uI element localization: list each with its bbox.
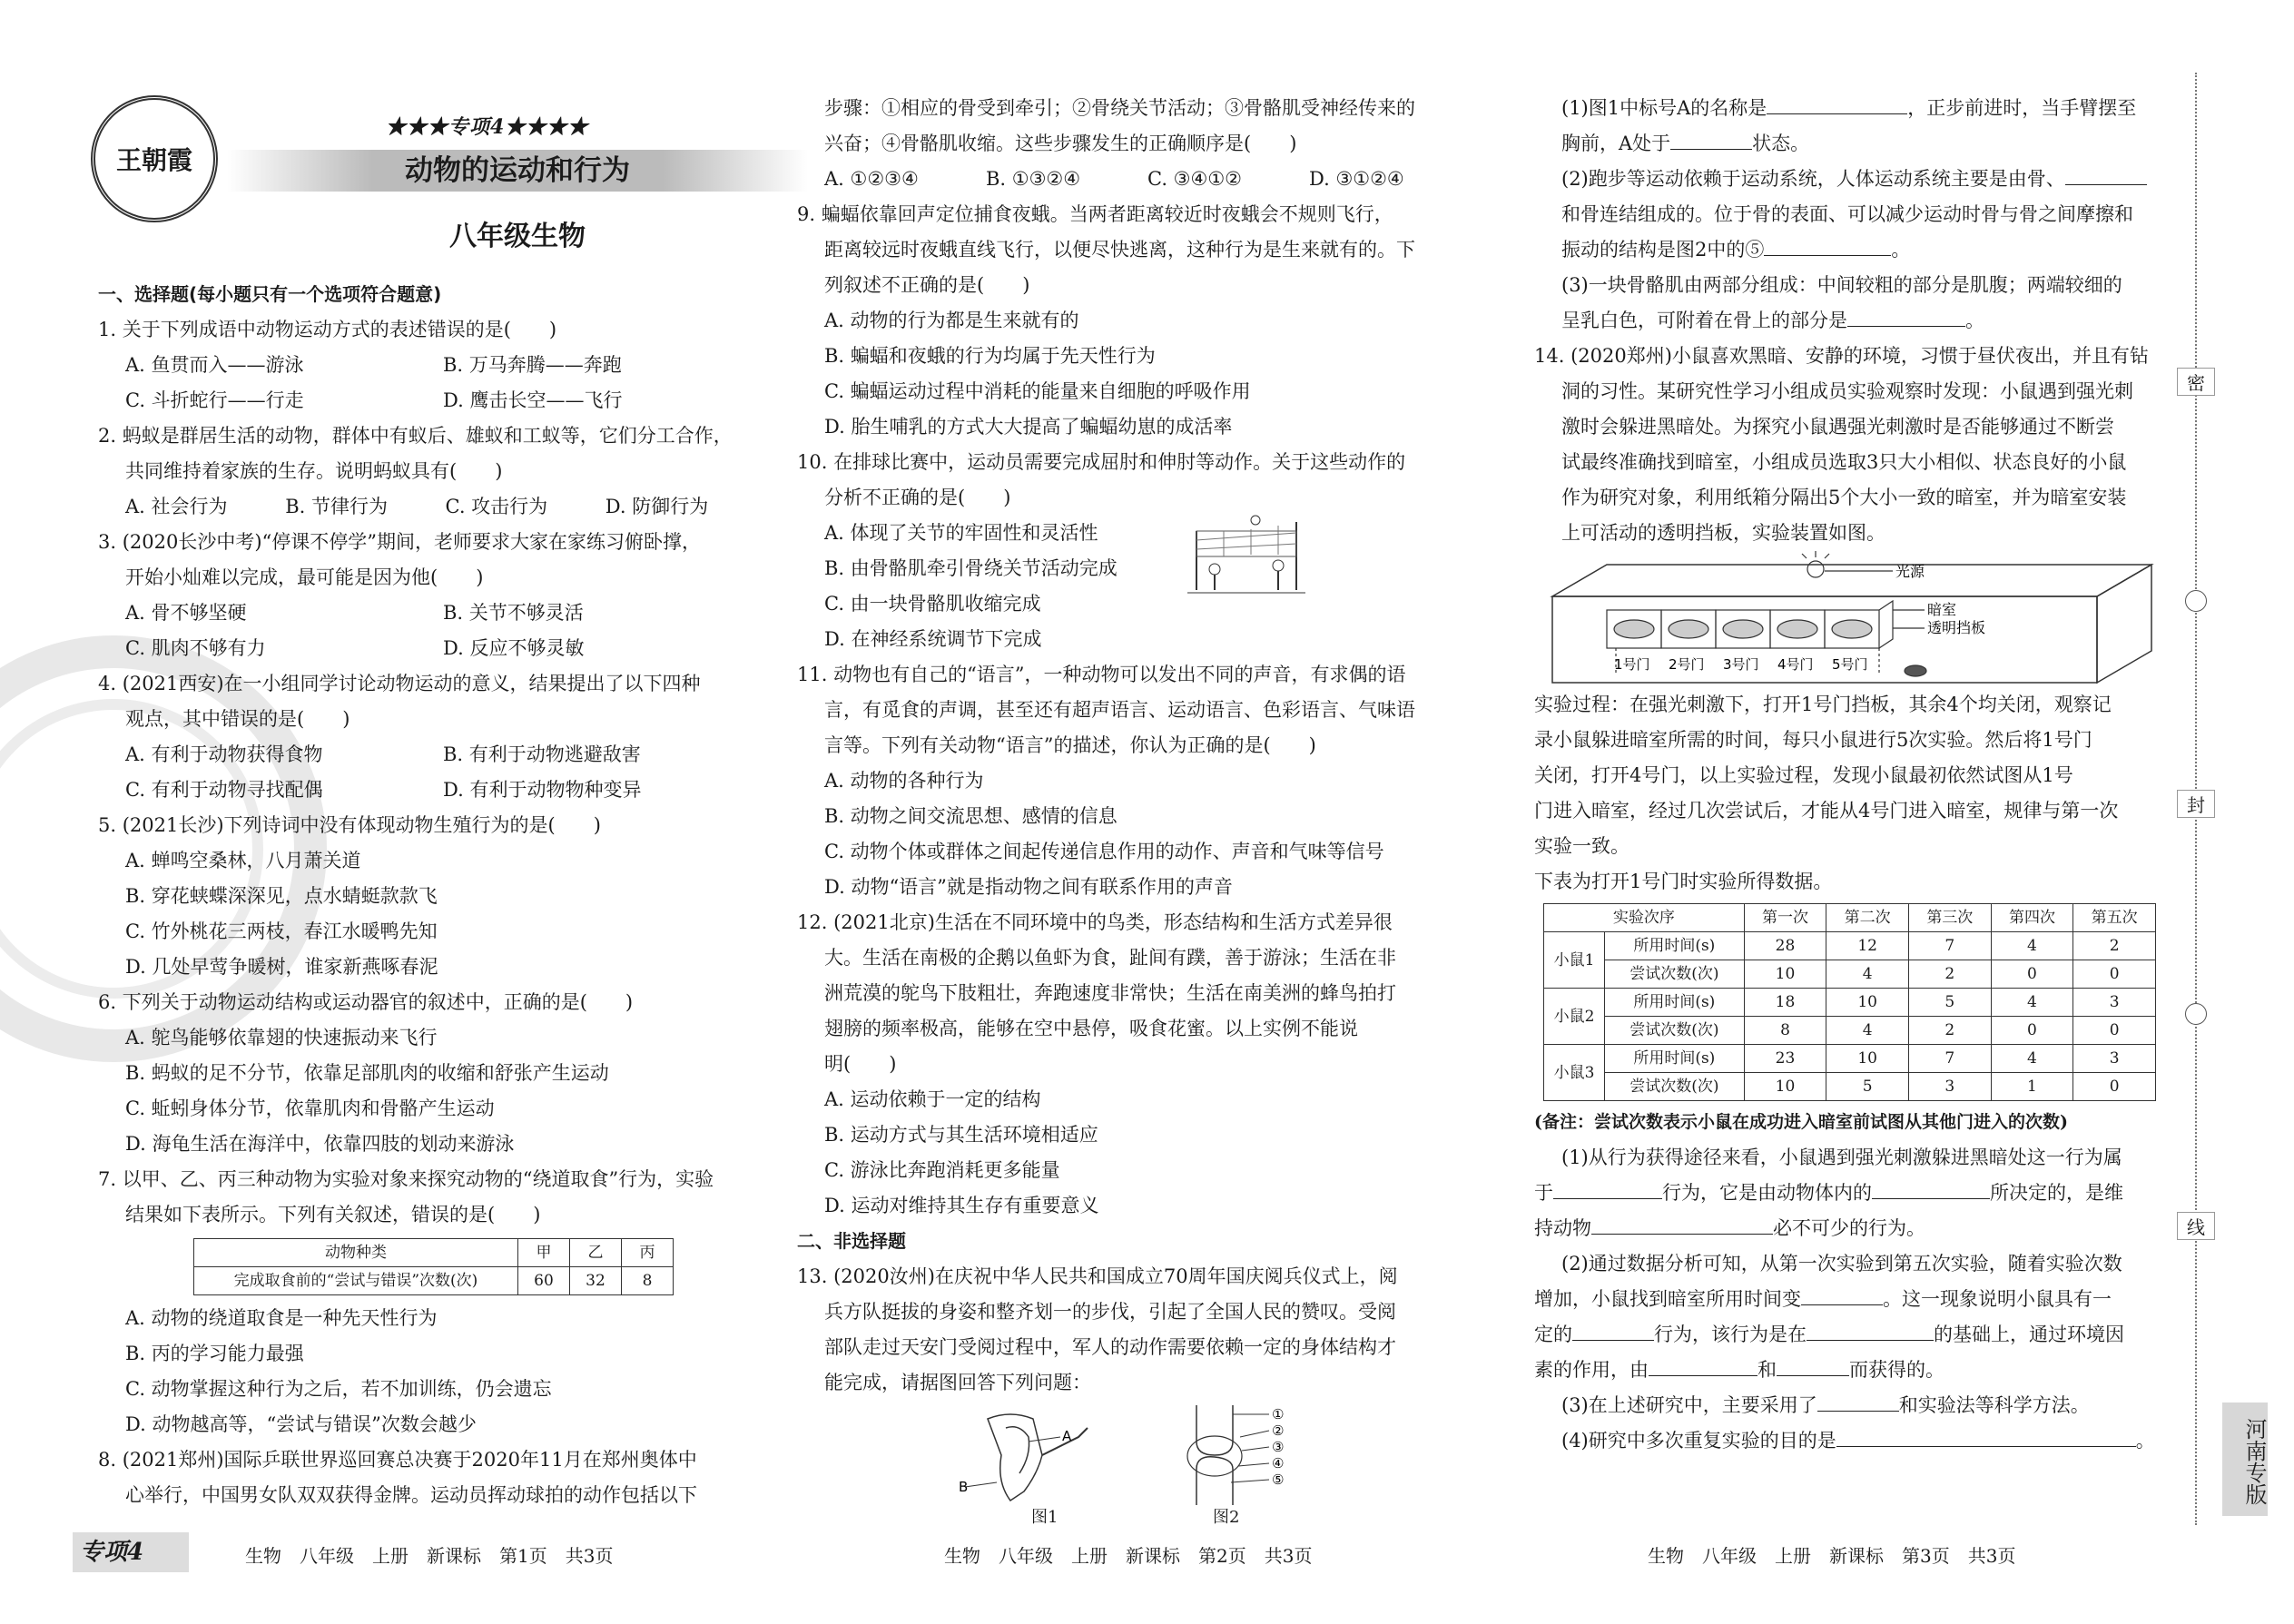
table-cell: 60 xyxy=(518,1267,570,1295)
question-stem-cont: 列叙述不正确的是( ) xyxy=(824,274,1030,296)
table-cell: 5 xyxy=(1908,989,1991,1017)
question-stem-cont: 结果如下表所示。下列有关叙述，错误的是( ) xyxy=(125,1204,541,1225)
answer-blank[interactable] xyxy=(2065,162,2147,185)
q14-part2-cont xyxy=(1534,1282,2170,1317)
question-stem-cont: 距离较远时夜蛾直线飞行，以便尽快逃离，这种行为是生来就有的。下 xyxy=(824,239,1415,261)
answer-blank[interactable] xyxy=(1817,1389,1899,1412)
question-14 xyxy=(1534,339,2170,1459)
question-stem-cont: 翅膀的频率极高，能够在空中悬停，吸食花蜜。以上实例不能说 xyxy=(824,1018,1358,1039)
text-fragment: (3)在上述研究中，主要采用了 xyxy=(1561,1394,1817,1416)
section-heading: 二、非选择题 xyxy=(797,1230,906,1252)
text-fragment: 振动的结构是图2中的⑤ xyxy=(1561,239,1765,261)
question-stem: 5. (2021长沙)下列诗词中没有体现动物生殖行为的是( ) xyxy=(98,814,601,836)
door-label-5: 5号门 xyxy=(1832,656,1868,673)
question-6 xyxy=(98,985,765,1162)
question-stem-cont: 能完成，请据图回答下列问题： xyxy=(824,1372,1091,1393)
table-cell: 4 xyxy=(1826,1017,1909,1045)
question-stem: 4. (2021西安)在一小组同学讨论动物运动的意义，结果提出了以下四种 xyxy=(98,673,701,694)
option-a: A. 运动依赖于一定的结构 xyxy=(824,1088,1041,1110)
option-b: B. 穿花蛱蝶深深见，点水蜻蜓款款飞 xyxy=(125,885,438,907)
option-d: D. 鹰击长空——飞行 xyxy=(443,389,623,411)
margin-circle-icon xyxy=(2185,1003,2207,1025)
question-2 xyxy=(98,418,765,525)
option-b: B. 动物之间交流思想、感情的信息 xyxy=(824,805,1117,827)
procedure-text: 实验过程：在强光刺激下，打开1号门挡板，其余4个均关闭，观察记 xyxy=(1534,694,2112,715)
question-stem-cont: 明( ) xyxy=(824,1053,897,1075)
table-cell: 3 xyxy=(1908,1073,1991,1101)
option-b: B. 蚂蚁的足不分节，依靠足部肌肉的收缩和舒张产生运动 xyxy=(125,1062,609,1084)
procedure-text: 下表为打开1号门时实验所得数据。 xyxy=(1534,871,1833,892)
option-a: A. 动物的绕道取食是一种先天性行为 xyxy=(125,1307,438,1329)
question-4 xyxy=(98,666,765,808)
option-c: C. 蝙蝠运动过程中消耗的能量来自细胞的呼吸作用 xyxy=(824,380,1251,402)
option-a: A. 动物的各种行为 xyxy=(824,770,984,792)
text-fragment: 必不可少的行为。 xyxy=(1773,1217,1925,1239)
footer-page-2: 生物 八年级 上册 新课标 第2页 共3页 xyxy=(944,1545,1313,1567)
question-stem-cont: 观点，其中错误的是( ) xyxy=(125,708,350,730)
answer-blank[interactable] xyxy=(1767,92,1907,114)
q13-part1 xyxy=(1534,91,2170,126)
footer-page-1: 生物 八年级 上册 新课标 第1页 共3页 xyxy=(245,1545,614,1567)
fig1-label-b: B xyxy=(959,1479,969,1495)
q13-part1-cont xyxy=(1534,126,2170,162)
table-cell: 4 xyxy=(1991,1045,2073,1073)
procedure-text: 实验一致。 xyxy=(1534,835,1629,857)
table-cell: 8 xyxy=(1744,1017,1826,1045)
question-13 xyxy=(797,1259,1541,1537)
margin-char: 封 xyxy=(2177,790,2215,818)
table-header-cell: 第四次 xyxy=(1991,904,2073,932)
option-c: C. 肌肉不够有力 xyxy=(125,637,266,659)
q13-figures xyxy=(797,1401,1541,1537)
table-cell: 8 xyxy=(622,1267,674,1295)
question-stem: 6. 下列关于动物运动结构或运动器官的叙述中，正确的是( ) xyxy=(98,991,634,1013)
topic-label: ★★★专项4★★★★ xyxy=(386,115,589,139)
table-cell: 0 xyxy=(2073,1017,2156,1045)
table-row xyxy=(1544,1073,2156,1101)
answer-blank[interactable] xyxy=(1764,233,1891,256)
text-fragment: 和实验法等科学方法。 xyxy=(1898,1394,2090,1416)
option-d: D. 动物“语言”就是指动物之间有联系作用的声音 xyxy=(824,876,1233,898)
question-stem: 13. (2020汝州)在庆祝中华人民共和国成立70周年国庆阅兵仪式上，阅 xyxy=(797,1265,1398,1287)
text-fragment: (1)图1中标号A的名称是 xyxy=(1561,97,1767,119)
table-cell: 所用时间(s) xyxy=(1605,989,1745,1017)
option-b: B. 由骨骼肌牵引骨绕关节活动完成 xyxy=(824,557,1117,579)
option-c: C. 斗折蛇行——行走 xyxy=(125,389,304,411)
text-fragment: 呈乳白色，可附着在骨上的部分是 xyxy=(1561,310,1847,331)
table-cell: 0 xyxy=(2073,1073,2156,1101)
text-fragment: 增加，小鼠找到暗室所用时间变 xyxy=(1534,1288,1801,1310)
footer-page-3: 生物 八年级 上册 新课标 第3页 共3页 xyxy=(1648,1545,2016,1567)
column-2 xyxy=(797,91,1541,1537)
volleyball-illustration xyxy=(1187,513,1305,599)
table-row xyxy=(1544,989,2156,1017)
logo-text: 王朝霞 xyxy=(115,145,192,175)
option-a: A. 有利于动物获得食物 xyxy=(125,743,323,765)
table-cell: 3 xyxy=(2073,1045,2156,1073)
text-fragment: 和 xyxy=(1757,1359,1777,1381)
text-fragment: 状态。 xyxy=(1752,133,1810,154)
option-c: C. 蚯蚓身体分节，依靠肌肉和骨骼产生运动 xyxy=(125,1097,495,1119)
option-b: B. 丙的学习能力最强 xyxy=(125,1343,304,1364)
option-c: C. 攻击行为 xyxy=(445,496,548,517)
procedure-text: 关闭，打开4号门，以上实验过程，发现小鼠最初依然试图从1号 xyxy=(1534,764,2073,786)
table-cell: 小鼠2 xyxy=(1544,989,1605,1045)
figure-1-arm xyxy=(960,1401,1097,1510)
table-cell: 10 xyxy=(1744,960,1826,989)
figure-1-caption: 图1 xyxy=(1031,1508,1058,1527)
question-11 xyxy=(797,657,1541,905)
option-a: A. 社会行为 xyxy=(125,496,228,517)
text-fragment: 胸前，A处于 xyxy=(1561,133,1671,154)
table-cell: 所用时间(s) xyxy=(1605,932,1745,960)
option-d: D. 在神经系统调节下完成 xyxy=(824,628,1042,650)
option-d: D. 反应不够灵敏 xyxy=(443,637,585,659)
question-10 xyxy=(797,445,1541,657)
question-stem: 7. 以甲、乙、丙三种动物为实验对象来探究动物的“绕道取食”行为，实验 xyxy=(98,1168,714,1190)
question-stem-cont: 部队走过天安门受阅过程中，军人的动作需要依赖一定的身体结构才 xyxy=(824,1336,1396,1358)
table-row xyxy=(194,1267,674,1295)
option-b: B. 有利于动物逃避敌害 xyxy=(443,743,641,765)
footer-topic-tag: 专项4 xyxy=(73,1532,189,1572)
table-header-row xyxy=(1544,904,2156,932)
answer-blank[interactable] xyxy=(1649,1353,1757,1376)
region-edition-tab: 河南专版 xyxy=(2222,1403,2268,1516)
table-cell: 2 xyxy=(2073,932,2156,960)
text-fragment: 。这一现象说明小鼠具有一 xyxy=(1883,1288,2112,1310)
table-header-cell: 动物种类 xyxy=(194,1239,518,1267)
text-fragment: 。 xyxy=(1891,239,1911,261)
table-cell: 尝试次数(次) xyxy=(1605,960,1745,989)
text-fragment: (4)研究中多次重复实验的目的是 xyxy=(1561,1430,1836,1452)
question-stem: 2. 蚂蚁是群居生活的动物，群体中有蚁后、雄蚁和工蚁等，它们分工合作， xyxy=(98,425,733,447)
text-fragment: 行为，该行为是在 xyxy=(1654,1324,1807,1345)
text-fragment: 而获得的。 xyxy=(1849,1359,1944,1381)
q13-part3-cont xyxy=(1534,303,2170,339)
option-b: B. ①③②④ xyxy=(986,168,1081,190)
option-b: B. 万马奔腾——奔跑 xyxy=(443,354,622,376)
table-cell: 0 xyxy=(1991,960,2073,989)
table-cell: 完成取食前的“尝试与错误”次数(次) xyxy=(194,1267,518,1295)
table-row xyxy=(1544,1045,2156,1073)
table-cell: 2 xyxy=(1908,1017,1991,1045)
text-fragment: 定的 xyxy=(1534,1324,1572,1345)
question-stem-cont: 开始小灿难以完成，最可能是因为他( ) xyxy=(125,566,484,588)
q13-part2-cont: 和骨连结组成的。位于骨的表面、可以减少运动时骨与骨之间摩擦和 xyxy=(1561,203,2133,225)
question-stem-cont: 大。生活在南极的企鹅以鱼虾为食，趾间有蹼，善于游泳；生活在非 xyxy=(824,947,1396,969)
option-d: D. 有利于动物物种变异 xyxy=(443,779,642,801)
label-light-source: 光源 xyxy=(1895,563,1925,580)
table-header-cell: 乙 xyxy=(570,1239,622,1267)
q14-part2: (2)通过数据分析可知，从第一次实验到第五次实验，随着实验次数 xyxy=(1561,1253,2122,1275)
label-transparent-board: 透明挡板 xyxy=(1927,619,1986,636)
q13-part3: (3)一块骨骼肌由两部分组成：中间较粗的部分是肌腹；两端较细的 xyxy=(1561,274,2122,296)
table-header-cell: 丙 xyxy=(622,1239,674,1267)
fig2-label-3: ③ xyxy=(1272,1439,1285,1455)
question-8-cont: 步骤：①相应的骨受到牵引；②骨绕关节活动；③骨骼肌受神经传来的 xyxy=(824,97,1415,119)
table-row xyxy=(1544,960,2156,989)
table-cell: 4 xyxy=(1991,989,2073,1017)
table-cell: 小鼠1 xyxy=(1544,932,1605,989)
question-stem: 1. 关于下列成语中动物运动方式的表述错误的是( ) xyxy=(98,319,557,340)
question-5 xyxy=(98,808,765,985)
text-fragment: 素的作用，由 xyxy=(1534,1359,1649,1381)
question-stem: 8. (2021郑州)国际乒联世界巡回赛总决赛于2020年11月在郑州奥体中 xyxy=(98,1449,697,1471)
column-1 xyxy=(98,277,765,1513)
option-c: C. ③④①② xyxy=(1147,168,1242,190)
option-a: A. 鱼贯而入——游泳 xyxy=(125,354,304,376)
q13-part2 xyxy=(1534,162,2170,197)
margin-circle-icon xyxy=(2185,590,2207,612)
table-header-cell: 甲 xyxy=(518,1239,570,1267)
table-header-cell: 第五次 xyxy=(2073,904,2156,932)
option-a: A. 体现了关节的牢固性和灵活性 xyxy=(824,522,1098,544)
table-cell: 23 xyxy=(1744,1045,1826,1073)
table-cell: 所用时间(s) xyxy=(1605,1045,1745,1073)
table-header-cell: 第二次 xyxy=(1826,904,1909,932)
option-d: D. 防御行为 xyxy=(605,496,709,517)
table-cell: 10 xyxy=(1744,1073,1826,1101)
answer-blank[interactable] xyxy=(1847,304,1965,327)
table-cell: 4 xyxy=(1826,960,1909,989)
table-cell: 尝试次数(次) xyxy=(1605,1017,1745,1045)
door-label-2: 2号门 xyxy=(1669,656,1705,673)
option-a: A. ①②③④ xyxy=(824,168,919,190)
mouse-data-table xyxy=(1543,903,2156,1101)
text-fragment: 的基础上，通过环境因 xyxy=(1934,1324,2124,1345)
text-fragment: 于 xyxy=(1534,1182,1553,1204)
question-1 xyxy=(98,312,765,418)
question-12 xyxy=(797,905,1541,1224)
fig2-label-5: ⑤ xyxy=(1272,1471,1285,1488)
table-cell: 28 xyxy=(1744,932,1826,960)
question-stem-cont: 激时会躲进黑暗处。为探究小鼠遇强光刺激时是否能够通过不断尝 xyxy=(1561,416,2114,438)
text-fragment: 。 xyxy=(2135,1430,2155,1452)
table-cell: 18 xyxy=(1744,989,1826,1017)
question-stem-cont: 作为研究对象，利用纸箱分隔出5个大小一致的暗室，并为暗室安装 xyxy=(1561,487,2127,508)
question-stem-cont: 试最终准确找到暗室，小组成员选取3只大小相似、状态良好的小鼠 xyxy=(1561,451,2127,473)
margin-char: 密 xyxy=(2177,368,2215,396)
answer-blank[interactable] xyxy=(1836,1424,2136,1447)
section-heading: 一、选择题(每小题只有一个选项符合题意) xyxy=(98,283,442,305)
question-3 xyxy=(98,525,765,666)
option-b: B. 关节不够灵活 xyxy=(443,602,584,624)
brand-logo xyxy=(91,95,218,222)
table-cell: 3 xyxy=(2073,989,2156,1017)
question-stem: 10. 在排球比赛中，运动员需要完成屈肘和伸肘等动作。关于这些动作的 xyxy=(797,451,1406,473)
door-label-4: 4号门 xyxy=(1777,656,1814,673)
q7-table xyxy=(193,1238,674,1295)
text-fragment: 。 xyxy=(1965,310,1984,331)
answer-blank[interactable] xyxy=(1807,1318,1934,1341)
question-stem-cont: 洞的习性。某研究性学习小组成员实验观察时发现：小鼠遇到强光刺 xyxy=(1561,380,2133,402)
answer-blank[interactable] xyxy=(1591,1212,1773,1235)
answer-blank[interactable] xyxy=(1777,1353,1849,1376)
question-stem-cont: 言等。下列有关动物“语言”的描述，你认为正确的是( ) xyxy=(824,734,1316,756)
table-cell: 0 xyxy=(1991,1017,2073,1045)
text-fragment: 所决定的，是维 xyxy=(1990,1182,2123,1204)
question-stem-cont: 洲荒漠的鸵鸟下肢粗壮，奔跑速度非常快；生活在南美洲的蜂鸟拍打 xyxy=(824,982,1396,1004)
table-cell: 2 xyxy=(1908,960,1991,989)
text-fragment: ，正步前进时，当手臂摆至 xyxy=(1907,97,2137,119)
question-8 xyxy=(98,1442,765,1513)
question-stem: 3. (2020长沙中考)“停课不停学”期间，老师要求大家在家练习俯卧撑， xyxy=(98,531,702,553)
question-stem-cont: 上可活动的透明挡板，实验装置如图。 xyxy=(1561,522,1885,544)
option-d: D. ③①②④ xyxy=(1309,168,1404,190)
table-cell: 尝试次数(次) xyxy=(1605,1073,1745,1101)
page-subtitle: 八年级生物 xyxy=(449,221,586,252)
door-label-1: 1号门 xyxy=(1614,656,1650,673)
text-fragment: 持动物 xyxy=(1534,1217,1591,1239)
option-a: A. 蝉鸣空桑林，八月萧关道 xyxy=(125,850,361,871)
column-3 xyxy=(1534,91,2170,1459)
table-cell: 10 xyxy=(1826,1045,1909,1073)
table-header-cell: 第一次 xyxy=(1744,904,1826,932)
label-dark-room: 暗室 xyxy=(1927,601,1957,618)
question-stem-cont: 共同维持着家族的生存。说明蚂蚁具有( ) xyxy=(125,460,503,482)
table-row xyxy=(1544,932,2156,960)
fig2-label-4: ④ xyxy=(1272,1455,1285,1471)
answer-blank[interactable] xyxy=(1572,1318,1654,1341)
figure-2-joint xyxy=(1178,1401,1305,1510)
table-cell: 4 xyxy=(1991,932,2073,960)
q14-part2-cont xyxy=(1534,1353,2170,1388)
option-d: D. 运动对维持其生存有重要意义 xyxy=(824,1195,1099,1216)
q14-part4 xyxy=(1534,1423,2170,1459)
q14-part1-cont xyxy=(1534,1176,2170,1211)
fig1-label-a: A xyxy=(1062,1428,1072,1444)
option-c: C. 竹外桃花三两枝，春江水暖鸭先知 xyxy=(125,920,438,942)
margin-char: 线 xyxy=(2177,1212,2215,1240)
table-header-row xyxy=(194,1239,674,1267)
option-a: A. 动物的行为都是生来就有的 xyxy=(824,310,1079,331)
answer-blank[interactable] xyxy=(1872,1176,1990,1199)
question-7 xyxy=(98,1162,765,1442)
option-c: C. 动物掌握这种行为之后，若不加训练，仍会遗忘 xyxy=(125,1378,552,1400)
answer-blank[interactable] xyxy=(1670,127,1752,150)
q14-part1: (1)从行为获得途径来看，小鼠遇到强光刺激躲进黑暗处这一行为属 xyxy=(1561,1147,2122,1168)
option-a: A. 骨不够坚硬 xyxy=(125,602,247,624)
question-stem-cont: 分析不正确的是( ) xyxy=(824,487,1011,508)
q13-part2-cont xyxy=(1534,232,2170,268)
question-stem-cont: 言，有觅食的声调，甚至还有超声语言、运动语言、色彩语言、气味语 xyxy=(824,699,1415,721)
table-cell: 5 xyxy=(1826,1073,1909,1101)
option-d: D. 几处早莺争暖树，谁家新燕啄春泥 xyxy=(125,956,438,978)
question-stem: 11. 动物也有自己的“语言”，一种动物可以发出不同的声音，有求偶的语 xyxy=(797,664,1406,685)
table-cell: 7 xyxy=(1908,932,1991,960)
option-b: B. 运动方式与其生活环境相适应 xyxy=(824,1124,1098,1146)
q14-part1-cont xyxy=(1534,1211,2170,1246)
table-cell: 10 xyxy=(1826,989,1909,1017)
option-d: D. 海龟生活在海洋中，依靠四肢的划动来游泳 xyxy=(125,1133,515,1155)
experiment-apparatus-figure xyxy=(1534,551,2170,687)
text-fragment: 行为，它是由动物体内的 xyxy=(1662,1182,1872,1204)
table-cell: 小鼠3 xyxy=(1544,1045,1605,1101)
question-stem: 12. (2021北京)生活在不同环境中的鸟类，形态结构和生活方式差异很 xyxy=(797,911,1393,933)
figure-2-caption: 图2 xyxy=(1213,1508,1240,1527)
procedure-text: 门进入暗室，经过几次尝试后，才能从4号门进入暗室，规律与第一次 xyxy=(1534,800,2119,822)
question-9 xyxy=(797,197,1541,445)
answer-blank[interactable] xyxy=(1553,1176,1662,1199)
page-title: 动物的运动和行为 xyxy=(405,154,630,187)
table-cell: 32 xyxy=(570,1267,622,1295)
option-d: D. 动物越高等，“尝试与错误”次数会越少 xyxy=(125,1413,477,1435)
option-d: D. 胎生哺乳的方式大大提高了蝙蝠幼崽的成活率 xyxy=(824,416,1233,438)
table-cell: 7 xyxy=(1908,1045,1991,1073)
option-b: B. 蝙蝠和夜蛾的行为均属于先天性行为 xyxy=(824,345,1156,367)
option-a: A. 鸵鸟能够依靠翅的快速振动来飞行 xyxy=(125,1027,438,1048)
question-stem: 9. 蝙蝠依靠回声定位捕食夜蛾。当两者距离较近时夜蛾会不规则飞行， xyxy=(797,203,1393,225)
procedure-text: 录小鼠躲进暗室所需的时间，每只小鼠进行5次实验。然后将1号门 xyxy=(1534,729,2092,751)
option-c: C. 游泳比奔跑消耗更多能量 xyxy=(824,1159,1060,1181)
option-c: C. 由一块骨骼肌收缩完成 xyxy=(824,593,1041,615)
table-cell: 1 xyxy=(1991,1073,2073,1101)
option-b: B. 节律行为 xyxy=(285,496,389,517)
text-fragment: (2)跑步等运动依赖于运动系统，人体运动系统主要是由骨、 xyxy=(1561,168,2065,190)
question-stem-cont: 心举行，中国男女队双双获得金牌。运动员挥动球拍的动作包括以下 xyxy=(125,1484,697,1506)
question-stem-cont: 兵方队挺拔的身姿和整齐划一的步伐，引起了全国人民的赞叹。受阅 xyxy=(824,1301,1396,1323)
page-header xyxy=(73,86,763,259)
table-header-cell: 实验次序 xyxy=(1544,904,1745,932)
fig2-label-2: ② xyxy=(1272,1422,1285,1439)
table-header-cell: 第三次 xyxy=(1908,904,1991,932)
fig2-label-1: ① xyxy=(1272,1406,1285,1422)
table-cell: 12 xyxy=(1826,932,1909,960)
q14-part2-cont xyxy=(1534,1317,2170,1353)
table-row xyxy=(1544,1017,2156,1045)
answer-blank[interactable] xyxy=(1801,1283,1883,1305)
table-cell: 0 xyxy=(2073,960,2156,989)
question-8-cont: 兴奋；④骨骼肌收缩。这些步骤发生的正确顺序是( ) xyxy=(824,133,1297,154)
question-stem: 14. (2020郑州)小鼠喜欢黑暗、安静的环境，习惯于昼伏夜出，并且有钻 xyxy=(1534,345,2149,367)
option-c: C. 有利于动物寻找配偶 xyxy=(125,779,323,801)
door-label-3: 3号门 xyxy=(1723,656,1759,673)
option-c: C. 动物个体或群体之间起传递信息作用的动作、声音和气味等信号 xyxy=(824,841,1384,862)
table-note: (备注：尝试次数表示小鼠在成功进入暗室前试图从其他门进入的次数) xyxy=(1534,1112,2068,1132)
q14-part3 xyxy=(1534,1388,2170,1423)
